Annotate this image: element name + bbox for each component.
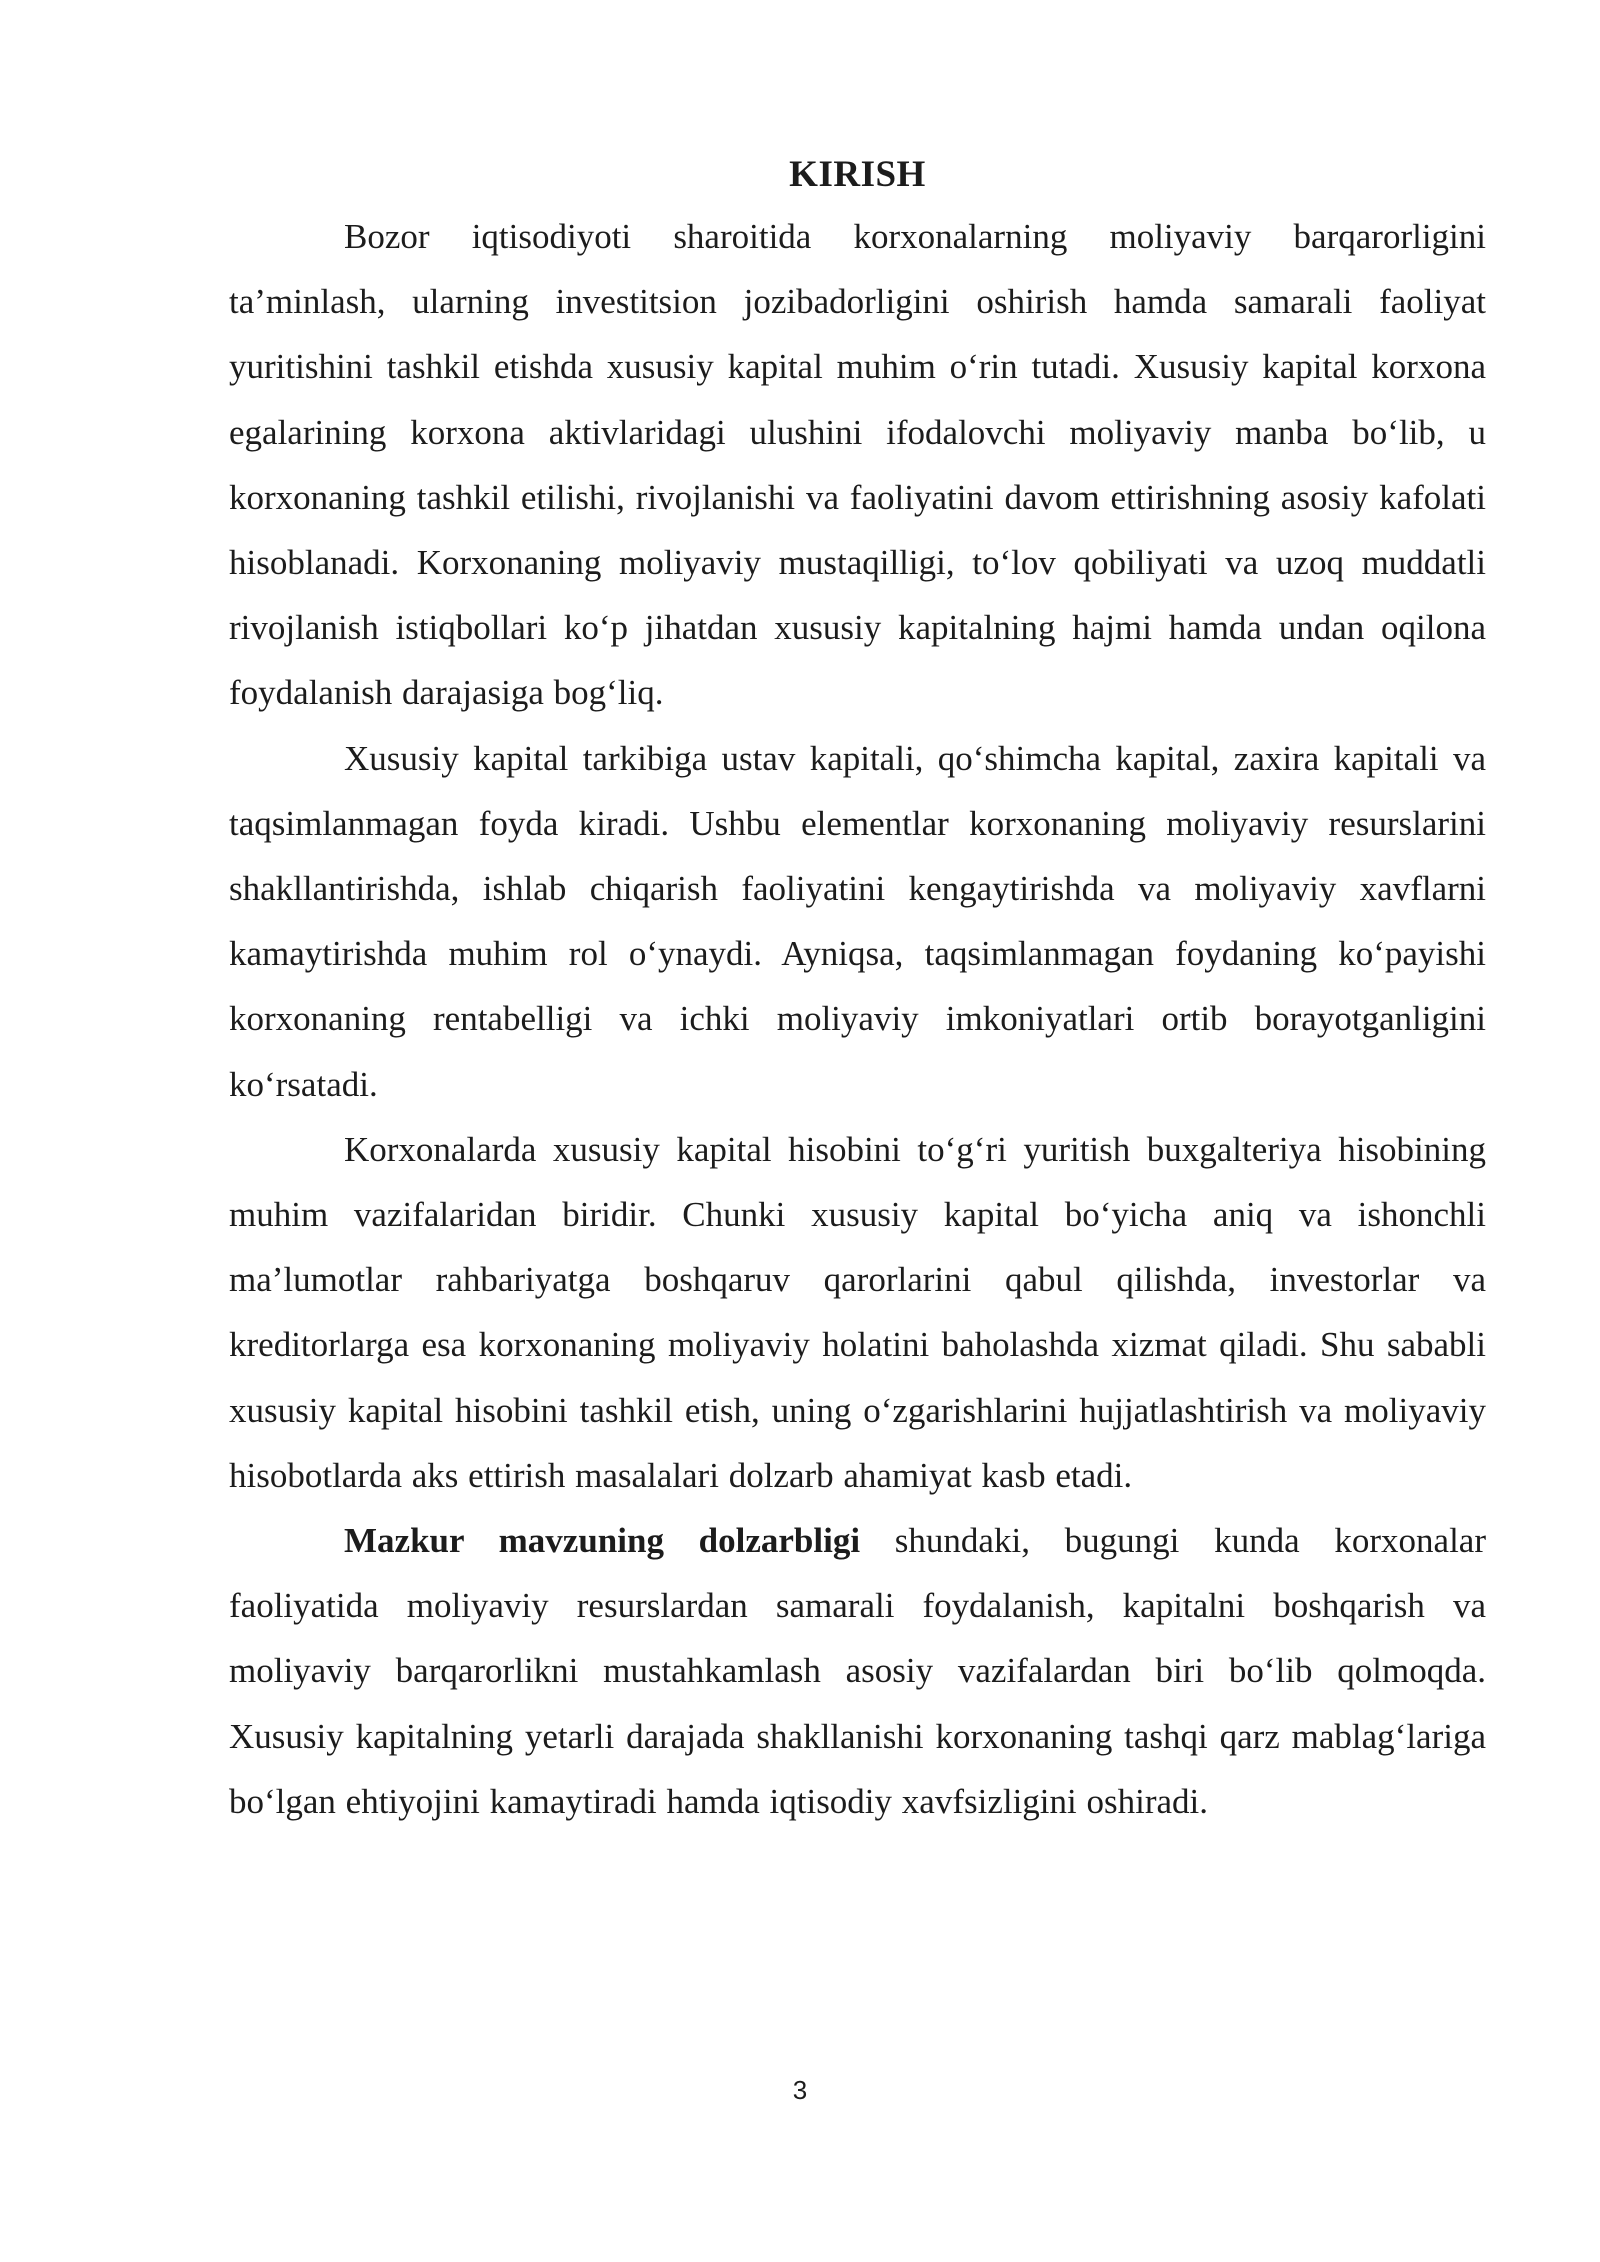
paragraph-lead: Mazkur mavzuning dolzarbligi	[344, 1521, 861, 1561]
paragraph-text: Xususiy kapital tarkibiga ustav kapitali, qo‘shimcha kapital, zaxira kapitali va taqsimlanmagan foyda kiradi. Ushbu elementlar korxonaning moliyaviy resurslarini shakllantirishda, ishlab chiqarish faoliyatini kengaytirishda va moliyaviy xavflarni kamaytirishda muhim rol o‘ynaydi. Ayniqsa, taqsimlanmagan foydaning ko‘payishi korxonaning rentabelligi va ichki moliyaviy imkoniyatlari ortib borayotganligini ko‘rsatadi.	[229, 738, 1486, 1104]
paragraph-4	[229, 1508, 1486, 1834]
paragraph-2	[229, 726, 1486, 1117]
page-number: 3	[792, 2075, 808, 2105]
paragraph-3	[229, 1117, 1486, 1508]
paragraph-text: Korxonalarda xususiy kapital hisobini to‘g‘ri yuritish buxgalteriya hisobining muhim vazifalaridan biridir. Chunki xususiy kapital bo‘yicha aniq va ishonchli ma’lumotlar rahbariyatga boshqaruv qarorlarini qabul qilishda, investorlar va kreditorlarga esa korxonaning moliyaviy holatini baholashda xizmat qiladi. Shu sababli xususiy kapital hisobini tashkil etish, uning o‘zgarishlarini hujjatlashtirish va moliyaviy hisobotlarda aks ettirish masalalari dolzarb ahamiyat kasb etadi.	[229, 1129, 1486, 1495]
page-content	[229, 146, 1486, 1834]
paragraph-text: shundaki, bugungi kunda korxonalar faoliyatida moliyaviy resurslardan samarali foydalanish, kapitalni boshqarish va moliyaviy barqarorlikni mustahkamlash asosiy vazifalardan biri bo‘lib qolmoqda. Xususiy kapitalning yetarli darajada shakllanishi korxonaning tashqi qarz mablag‘lariga bo‘lgan ehtiyojini kamaytiradi hamda iqtisodiy xavfsizligini oshiradi.	[229, 1521, 1486, 1821]
section-title: KIRISH	[789, 154, 926, 195]
paragraph-1	[229, 204, 1486, 726]
paragraph-text: Bozor iqtisodiyoti sharoitida korxonalarning moliyaviy barqarorligini ta’minlash, ularning investitsion jozibadorligini oshirish hamda samarali faoliyat yuritishini tashkil etishda xususiy kapital muhim o‘rin tutadi. Xususiy kapital korxona egalarining korxona aktivlaridagi ulushini ifodalovchi moliyaviy manba bo‘lib, u korxonaning tashkil etilishi, rivojlanishi va faoliyatini davom ettirishning asosiy kafolati hisoblanadi. Korxonaning moliyaviy mustaqilligi, to‘lov qobiliyati va uzoq muddatli rivojlanish istiqbollari ko‘p jihatdan xususiy kapitalning hajmi hamda undan oqilona foydalanish darajasiga bog‘liq.	[229, 217, 1486, 713]
